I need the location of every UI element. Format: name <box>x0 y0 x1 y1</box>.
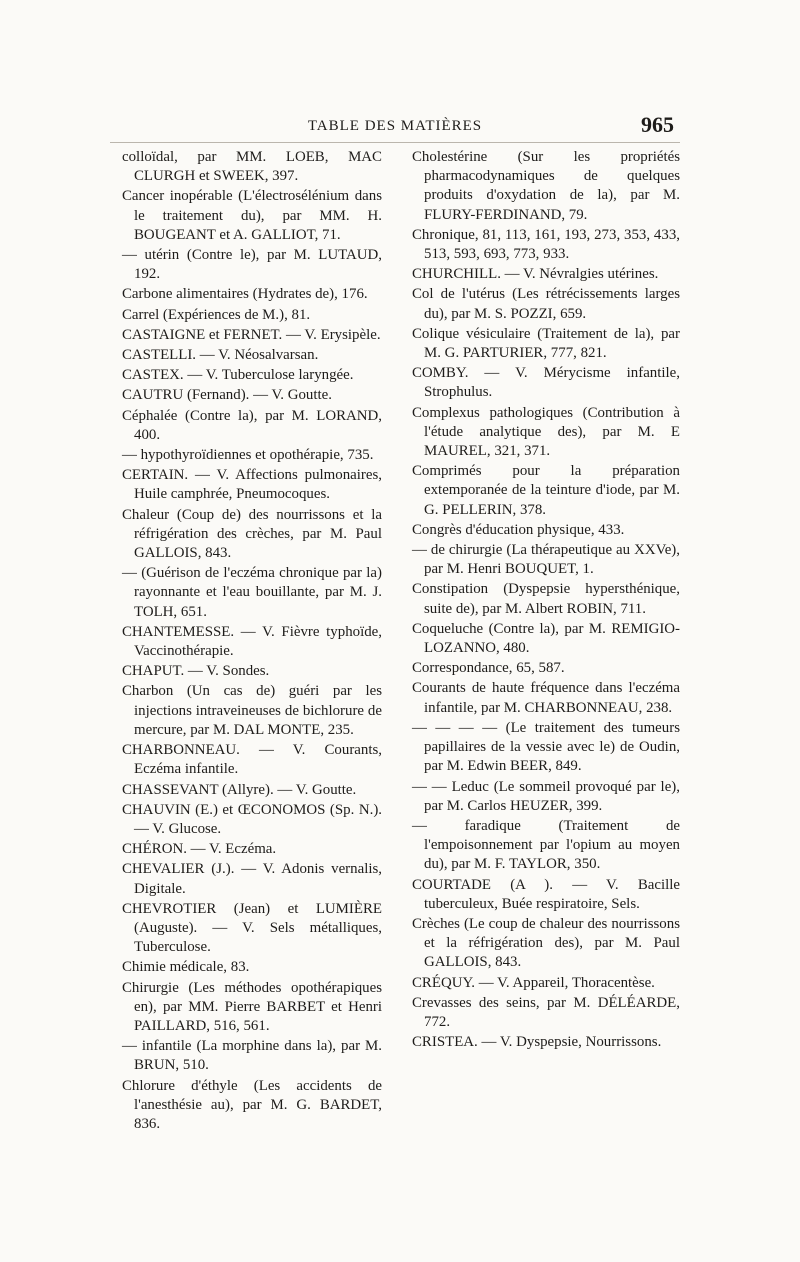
index-entry: — infantile (La morphine dans la), par M. BRUN, 510. <box>122 1038 382 1074</box>
index-entry: — faradique (Traitement de l'empoisonnement par l'opium au moyen du), par M. F. TAYLOR, 350. <box>412 817 680 873</box>
index-entry: Chirurgie (Les méthodes opothérapiques en), par MM. Pierre BARBET et Henri PAILLARD, 516, 561. <box>122 979 382 1034</box>
index-entry: CHURCHILL. — V. Névralgies utérines. <box>412 266 659 283</box>
page-number: 965 <box>641 112 674 137</box>
index-entry: CHAPUT. — V. Sondes. <box>122 663 270 680</box>
index-entry: CASTAIGNE et FERNET. — V. Erysipèle. <box>122 326 381 343</box>
index-entry: CHARBONNEAU. — V. Courants, Eczéma infantile. <box>122 742 382 778</box>
index-entry: Cholestérine (Sur les propriétés pharmacodynamiques de quelques produits d'oxydation de la), par M. FLURY-FERDINAND, 79. <box>412 149 680 223</box>
index-entry: Courants de haute fréquence dans l'eczéma infantile, par M. CHARBONNEAU, 238. <box>412 680 680 716</box>
index-entry: Chimie médicale, 83. <box>122 959 250 976</box>
index-entry: CASTEX. — V. Tuberculose laryngée. <box>122 367 354 384</box>
index-entry: COMBY. — V. Mérycisme infantile, Strophulus. <box>412 365 680 401</box>
index-entry: Complexus pathologiques (Contribution à l'étude analytique des), par M. E MAUREL, 321, 371. <box>412 404 680 460</box>
index-entry: CHEVROTIER (Jean) et LUMIÈRE (Auguste). — V. Sels métalliques, Tuberculose. <box>122 900 382 956</box>
index-entry: Constipation (Dyspepsie hypersthénique, suite de), par M. Albert ROBIN, 711. <box>412 581 680 617</box>
index-entry: Chlorure d'éthyle (Les accidents de l'anesthésie au), par M. G. BARDET, 836. <box>122 1077 382 1132</box>
index-entry: Crèches (Le coup de chaleur des nourrissons et la réfrigération des), par M. Paul GALLOIS, 843. <box>412 915 680 971</box>
index-entry: Carbone alimentaires (Hydrates de), 176. <box>122 286 368 303</box>
index-entry: CAUTRU (Fernand). — V. Goutte. <box>122 387 332 404</box>
running-title: TABLE DES MATIÈRES <box>307 118 483 134</box>
index-entry: — — Leduc (Le sommeil provoqué par le), par M. Carlos HEUZER, 399. <box>412 778 680 814</box>
index-entry: colloïdal, par MM. LOEB, MAC CLURGH et SWEEK, 397. <box>122 149 382 185</box>
index-entry: Chronique, 81, 113, 161, 193, 273, 353, 433, 513, 593, 693, 773, 933. <box>412 226 680 263</box>
index-entry: CERTAIN. — V. Affections pulmonaires, Huile camphrée, Pneumocoques. <box>122 467 382 503</box>
index-entry: — utérin (Contre le), par M. LUTAUD, 192. <box>122 247 382 283</box>
index-entry: Crevasses des seins, par M. DÉLÉARDE, 772. <box>412 994 680 1030</box>
index-entry: Correspondance, 65, 587. <box>412 660 565 677</box>
index-entry: — de chirurgie (La thérapeutique au XXVe), par M. Henri BOUQUET, 1. <box>412 542 680 578</box>
index-entry: — (Guérison de l'eczéma chronique par la) rayonnante et l'eau bouillante, par M. J. TOLH, 651. <box>122 565 382 620</box>
index-entry: CRISTEA. — V. Dyspepsie, Nourrissons. <box>412 1034 662 1051</box>
index-entry: Comprimés pour la préparation extemporanée de la teinture d'iode, par M. G. PELLERIN, 378. <box>412 463 680 518</box>
header-rule <box>110 142 680 143</box>
index-entry: — hypothyroïdiennes et opothérapie, 735. <box>122 447 374 464</box>
index-entry: Colique vésiculaire (Traitement de la), par M. G. PARTURIER, 777, 821. <box>412 325 680 362</box>
index-entry: — — — — (Le traitement des tumeurs papillaires de la vessie avec le) de Oudin, par M. Edwin BEER, 849. <box>412 719 680 775</box>
index-entry: Chaleur (Coup de) des nourrissons et la réfrigération des crèches, par M. Paul GALLOIS, 843. <box>122 506 382 562</box>
index-entry: Congrès d'éducation physique, 433. <box>412 521 625 538</box>
index-entry: CHASSEVANT (Allyre). — V. Goutte. <box>122 781 357 798</box>
index-entry: Céphalée (Contre la), par M. LORAND, 400. <box>122 407 382 443</box>
index-entry: Coqueluche (Contre la), par M. REMIGIO-LOZANNO, 480. <box>412 620 680 657</box>
index-column-right <box>412 148 680 1053</box>
index-entry: Carrel (Expériences de M.), 81. <box>122 306 311 323</box>
index-entry: Charbon (Un cas de) guéri par les injections intraveineuses de bichlorure de mercure, par M. DAL MONTE, 235. <box>122 683 382 738</box>
index-entry: CHAUVIN (E.) et ŒCONOMOS (Sp. N.). — V. Glucose. <box>122 801 382 837</box>
index-entry: COURTADE (A ). — V. Bacille tuberculeux, Buée respiratoire, Sels. <box>412 876 680 912</box>
index-entry: Cancer inopérable (L'électrosélénium dans le traitement du), par MM. H. BOUGEANT et A. GALLIOT, 71. <box>122 188 382 243</box>
index-entry: Col de l'utérus (Les rétrécissements larges du), par M. S. POZZI, 659. <box>412 286 680 322</box>
index-entry: CHÉRON. — V. Eczéma. <box>122 841 277 858</box>
running-head <box>110 108 680 144</box>
index-entry: CASTELLI. — V. Néosalvarsan. <box>122 347 319 364</box>
index-column-left <box>122 148 382 1135</box>
index-entry: CHEVALIER (J.). — V. Adonis vernalis, Digitale. <box>122 861 382 897</box>
index-entry: CRÉQUY. — V. Appareil, Thoracentèse. <box>412 974 655 991</box>
index-entry: CHANTEMESSE. — V. Fièvre typhoïde, Vaccinothérapie. <box>122 623 382 660</box>
